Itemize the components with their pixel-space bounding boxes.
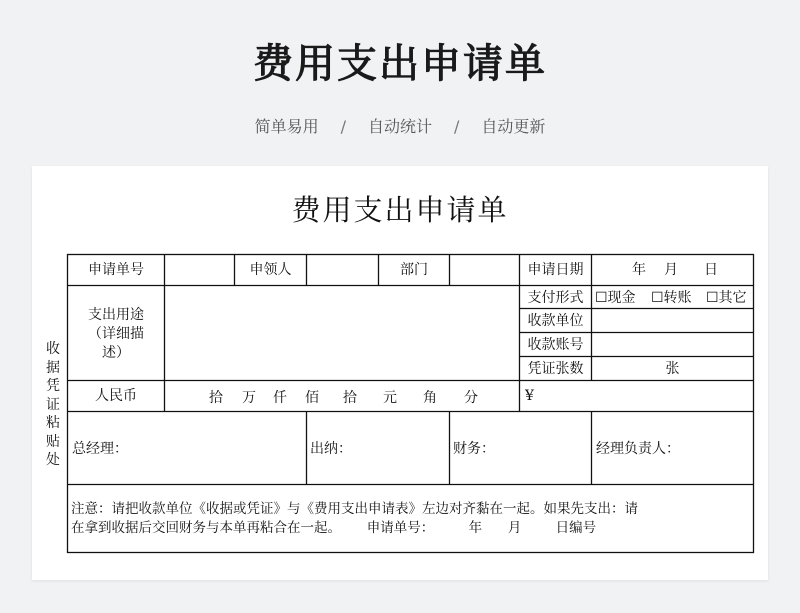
payment-method-label: 支付形式 <box>527 290 584 306</box>
tag-separator: / <box>340 117 346 136</box>
tag-auto-stats: 自动统计 <box>367 117 432 136</box>
amount-unit: 拾 <box>343 390 357 406</box>
amount-field[interactable] <box>540 384 750 408</box>
purpose-label: 支出用途 （详细描 述） <box>88 307 144 361</box>
applicant-label: 申领人 <box>249 262 292 278</box>
cashier-label: 出纳： <box>310 441 352 457</box>
date-month-label: 月 <box>664 262 678 278</box>
department-label: 部门 <box>400 262 428 278</box>
payee-label: 收款单位 <box>527 313 584 329</box>
amount-unit: 分 <box>464 390 478 406</box>
manager-label: 经理负责人： <box>596 441 680 457</box>
applicant-field[interactable] <box>308 258 376 282</box>
yen-symbol: ¥ <box>525 388 534 404</box>
account-field[interactable] <box>593 334 751 355</box>
date-day-label: 日 <box>704 262 718 278</box>
department-field[interactable] <box>451 258 517 282</box>
voucher-unit: 张 <box>665 361 680 377</box>
form-title: 费用支出申请单 <box>291 193 509 227</box>
account-label: 收款账号 <box>527 337 584 353</box>
amount-unit: 拾 <box>209 390 223 406</box>
amount-unit: 佰 <box>305 390 319 406</box>
apply-date-label: 申请日期 <box>527 262 584 278</box>
tag-auto-update: 自动更新 <box>481 117 546 136</box>
payment-option-cash[interactable]: ☐现金 <box>595 290 636 306</box>
payment-option-other[interactable]: ☐其它 <box>706 290 747 306</box>
amount-unit: 元 <box>383 390 397 406</box>
amount-unit: 角 <box>423 390 437 406</box>
apply-no-field[interactable] <box>166 258 232 282</box>
date-year-label: 年 <box>632 262 646 278</box>
finance-label: 财务： <box>453 441 495 457</box>
general-manager-label: 总经理： <box>72 441 128 457</box>
receipt-paste-area-label: 收 据 凭 证 粘 贴 处 <box>46 341 60 468</box>
voucher-count-label: 凭证张数 <box>527 361 584 377</box>
page-title: 费用支出申请单 <box>253 41 547 87</box>
payment-option-transfer[interactable]: ☐转账 <box>651 290 692 306</box>
tag-separator: / <box>454 117 460 136</box>
payee-field[interactable] <box>593 310 751 331</box>
apply-no-label: 申请单号 <box>88 262 144 278</box>
rmb-label: 人民币 <box>95 388 137 404</box>
form-note: 注意：请把收款单位《收据或凭证》与《费用支出申请表》左边对齐黏在一起。如果先支出：请 在拿到收据后交回财务与本单再粘合在一起。 申请单号： 年 月 日编号 <box>71 501 638 536</box>
amount-unit: 万 <box>242 390 256 406</box>
amount-unit: 仟 <box>273 390 287 406</box>
tag-easy: 简单易用 <box>254 117 319 136</box>
purpose-field[interactable] <box>167 288 517 378</box>
